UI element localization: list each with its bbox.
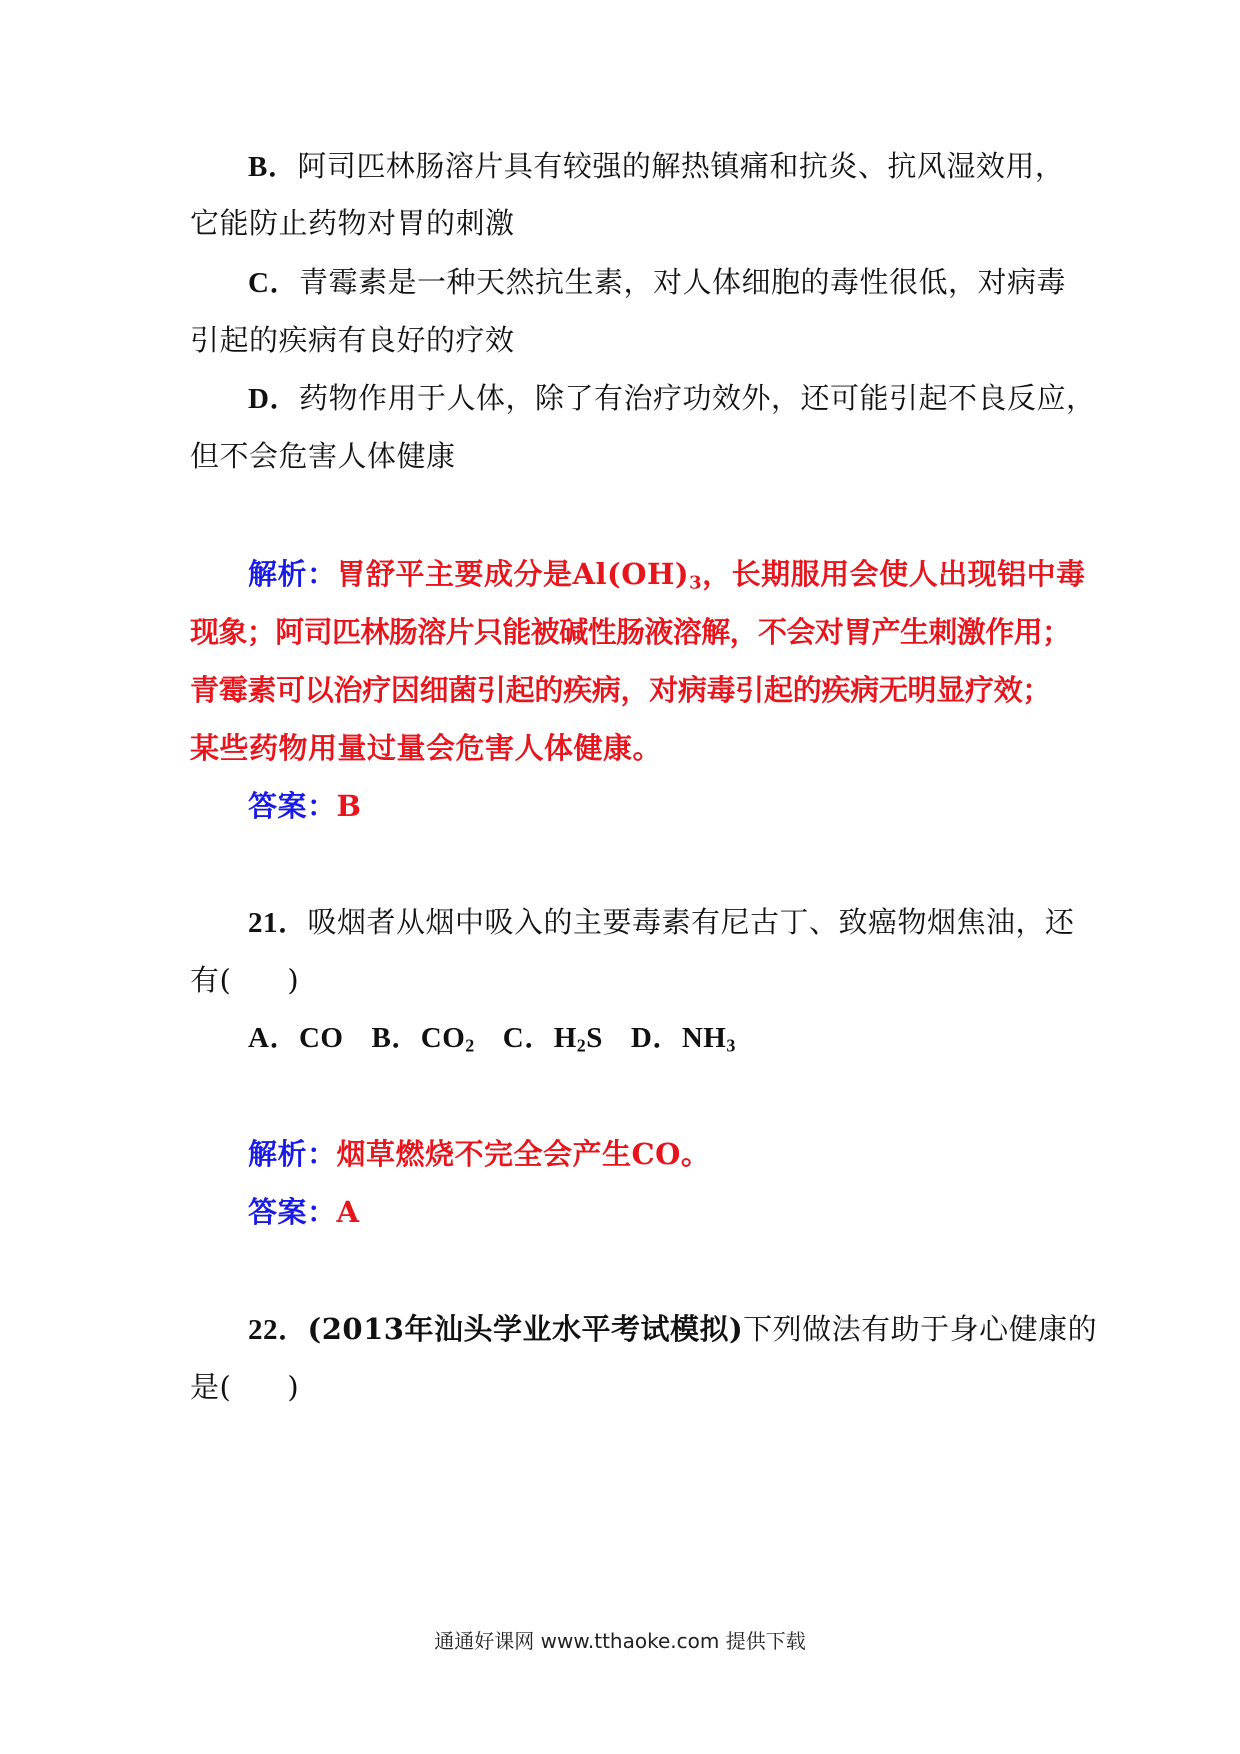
q22-stem-open: 是( (190, 1370, 232, 1404)
q20-option-b-line2: 它能防止药物对胃的刺激 (190, 206, 515, 240)
q20-analysis-formula: Al(OH) (572, 557, 690, 591)
q21-analysis-label: 解析： (248, 1137, 337, 1171)
q21-option-b: B．CO (371, 1022, 466, 1054)
q20-option-c-line2: 引起的疾病有良好的疗效 (190, 323, 515, 357)
q21-stem-open: 有( (190, 963, 232, 997)
q21-answer (248, 1192, 1060, 1232)
q21-option-d-sub: 3 (726, 1035, 736, 1056)
page-footer: 通通好课网 www.tthaoke.com 提供下载 (434, 1629, 806, 1653)
q20-option-c-text: 青霉素是一种天然抗生素，对人体细胞的毒性很低，对病毒 (298, 265, 1066, 299)
q20-analysis-line4: 某些药物用量过量会危害人体健康。 (190, 731, 663, 765)
q20-option-c-line1 (248, 262, 1066, 303)
q21-option-b-sub: 2 (465, 1035, 475, 1056)
q21-stem-close: ) (287, 963, 300, 997)
q22-stem-text: 下列做法有助于身心健康的 (743, 1312, 1098, 1346)
q21-option-d: D．NH (630, 1022, 727, 1054)
q20-option-b-line1 (248, 146, 1065, 187)
q21-number: 21． (248, 907, 308, 939)
q20-analysis-text-a: 胃舒平主要成分是 (336, 557, 573, 591)
q21-analysis-text: 烟草燃烧不完全会产生 (336, 1137, 632, 1171)
q20-option-c-label: C． (248, 267, 299, 299)
q22-source: (2013年汕头学业水平考试模拟) (307, 1312, 744, 1346)
q21-options (248, 1018, 1060, 1058)
q21-option-c-post: S (586, 1022, 603, 1054)
q21-analysis-formula: CO (631, 1137, 681, 1171)
q21-option-c-sub: 2 (576, 1035, 587, 1056)
q21-stem-text: 吸烟者从烟中吸入的主要毒素有尼古丁、致癌物烟焦油，还 (307, 905, 1075, 939)
q20-analysis-label: 解析： (248, 557, 337, 591)
q22-stem-close: ) (287, 1370, 300, 1404)
q20-answer-label: 答案： (248, 789, 337, 823)
q20-analysis-line3: 青霉素可以治疗因细菌引起的疾病，对病毒引起的疾病无明显疗效； (190, 673, 1052, 707)
q20-option-d-label: D． (248, 383, 299, 415)
q21-answer-value: A (336, 1195, 360, 1229)
q20-option-b-text: 阿司匹林肠溶片具有较强的解热镇痛和抗炎、抗风湿效用， (297, 149, 1065, 183)
q20-answer (248, 786, 1060, 826)
q20-option-d-line1 (248, 378, 1096, 419)
q21-stem-line2 (190, 960, 1060, 1000)
q22-stem-line1 (248, 1309, 1098, 1350)
q20-option-b-label: B． (248, 151, 298, 183)
q20-option-d-text: 药物作用于人体，除了有治疗功效外，还可能引起不良反应， (298, 381, 1096, 415)
q21-answer-label: 答案： (248, 1195, 337, 1229)
q20-analysis-line2: 现象；阿司匹林肠溶片只能被碱性肠液溶解，不会对胃产生刺激作用； (190, 615, 1071, 649)
q20-analysis-line1 (248, 554, 1086, 594)
q20-option-d-line2: 但不会危害人体健康 (190, 439, 456, 473)
q20-analysis-text-b: ，长期服用会使人出现铝中毒 (702, 557, 1086, 591)
q21-analysis (248, 1134, 1060, 1174)
q22-stem-line2 (190, 1367, 1060, 1407)
q20-answer-value: B (336, 789, 362, 823)
q21-stem-line1 (248, 902, 1075, 943)
q20-analysis-formula-sub: 3 (689, 572, 703, 594)
q21-analysis-end: 。 (680, 1137, 711, 1171)
q21-option-a: A．CO (248, 1022, 344, 1054)
q21-option-c: C．H (502, 1022, 577, 1054)
q22-number: 22． (248, 1314, 308, 1346)
